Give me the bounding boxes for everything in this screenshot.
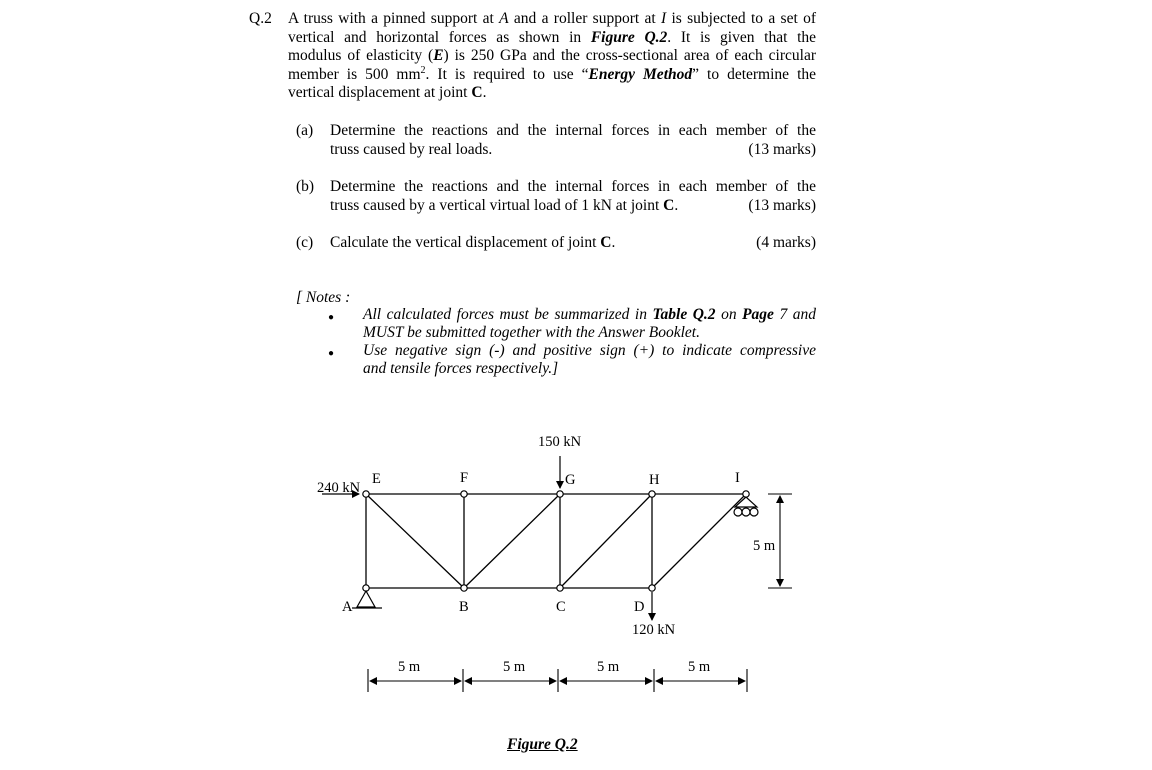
joint-B xyxy=(461,585,467,591)
joint-G xyxy=(557,491,563,497)
load-label-bottom: 120 kN xyxy=(632,622,676,638)
joint-D xyxy=(649,585,655,591)
load-label-horizontal: 240 kN xyxy=(317,480,361,496)
part-label: (c) xyxy=(296,234,314,251)
load-label-top: 150 kN xyxy=(538,434,582,450)
text-run: truss caused by a vertical virtual load of 1 kN at joint xyxy=(330,197,664,214)
text-run: is subjected to a set of xyxy=(666,10,816,27)
emphasis-run: C xyxy=(663,197,675,214)
emphasis-run: C xyxy=(471,84,483,101)
text-run: member is 500 mm xyxy=(288,65,421,83)
emphasis-run: 2 xyxy=(420,64,426,76)
label-H: H xyxy=(649,472,660,488)
member-DI xyxy=(652,494,746,588)
text-run: . xyxy=(611,234,616,251)
text-run: 7 and xyxy=(773,306,816,323)
part-marks: (13 marks) xyxy=(748,141,816,158)
text-run: vertical and horizontal forces as shown in xyxy=(288,28,591,46)
text-run: Use negative sign (-) and positive sign (+) to indicate compressive xyxy=(363,342,816,359)
label-C: C xyxy=(556,599,566,615)
label-E: E xyxy=(372,471,381,487)
text-run: All calculated forces must be summarized in xyxy=(363,306,653,323)
emphasis-run: Table Q.2 xyxy=(652,306,716,323)
emphasis-run: I xyxy=(661,10,667,27)
text-run: . xyxy=(674,197,679,214)
height-label: 5 m xyxy=(753,538,776,554)
text-run: MUST be submitted together with the Answer Booklet. xyxy=(363,324,700,341)
joint-F xyxy=(461,491,467,497)
joint-E xyxy=(363,491,369,497)
text-run: Determine the reactions and the internal forces in each member of the xyxy=(330,178,816,195)
part-label: (a) xyxy=(296,122,314,139)
part-marks: (13 marks) xyxy=(748,197,816,214)
span-label-1: 5 m xyxy=(398,659,421,675)
text-run: truss caused by real loads. xyxy=(330,141,493,158)
emphasis-run: Energy Method xyxy=(588,65,693,83)
label-D: D xyxy=(634,599,645,615)
text-run: . xyxy=(482,84,487,101)
text-run: Calculate the vertical displacement of joint xyxy=(330,234,601,251)
roller-support-icon xyxy=(734,497,758,516)
label-G: G xyxy=(565,472,576,488)
text-run: and a roller support at xyxy=(508,10,661,27)
text-run: . It is given that the xyxy=(667,28,817,46)
text-run: Determine the reactions and the internal forces in each member of the xyxy=(330,122,816,139)
emphasis-run: A xyxy=(499,10,509,27)
bullet-icon: ● xyxy=(328,312,335,323)
part-marks: (4 marks) xyxy=(756,234,816,251)
text-run: . It is required to use “ xyxy=(425,65,589,83)
text-run: ” to determine the xyxy=(692,65,816,83)
text-run: modulus of elasticity ( xyxy=(288,47,434,64)
emphasis-run: Page xyxy=(742,306,774,323)
label-F: F xyxy=(460,470,469,486)
span-label-3: 5 m xyxy=(597,659,620,675)
emphasis-run: E xyxy=(433,47,444,64)
text-run: on xyxy=(715,306,743,323)
text-run: ) is 250 GPa and the cross-sectional area of each circular xyxy=(443,47,817,64)
pin-support-icon xyxy=(352,591,382,608)
span-label-4: 5 m xyxy=(688,659,711,675)
label-B: B xyxy=(459,599,469,615)
joint-C xyxy=(557,585,563,591)
member-CH xyxy=(560,494,652,588)
span-label-2: 5 m xyxy=(503,659,526,675)
member-EB xyxy=(366,494,464,588)
emphasis-run: C xyxy=(600,234,612,251)
member-BG xyxy=(464,494,560,588)
bullet-icon: ● xyxy=(328,348,335,359)
joint-H xyxy=(649,491,655,497)
label-A: A xyxy=(342,599,353,615)
question-number: Q.2 xyxy=(249,10,272,27)
text-run: and tensile forces respectively.] xyxy=(363,360,559,377)
text-run: vertical displacement at joint xyxy=(288,84,472,101)
text-run: A truss with a pinned support at xyxy=(288,10,500,27)
emphasis-run: Figure Q.2 xyxy=(590,28,668,46)
figure-caption: Figure Q.2 xyxy=(507,736,578,753)
notes-heading: [ Notes : xyxy=(296,289,351,306)
label-I: I xyxy=(735,470,740,486)
part-label: (b) xyxy=(296,178,315,195)
